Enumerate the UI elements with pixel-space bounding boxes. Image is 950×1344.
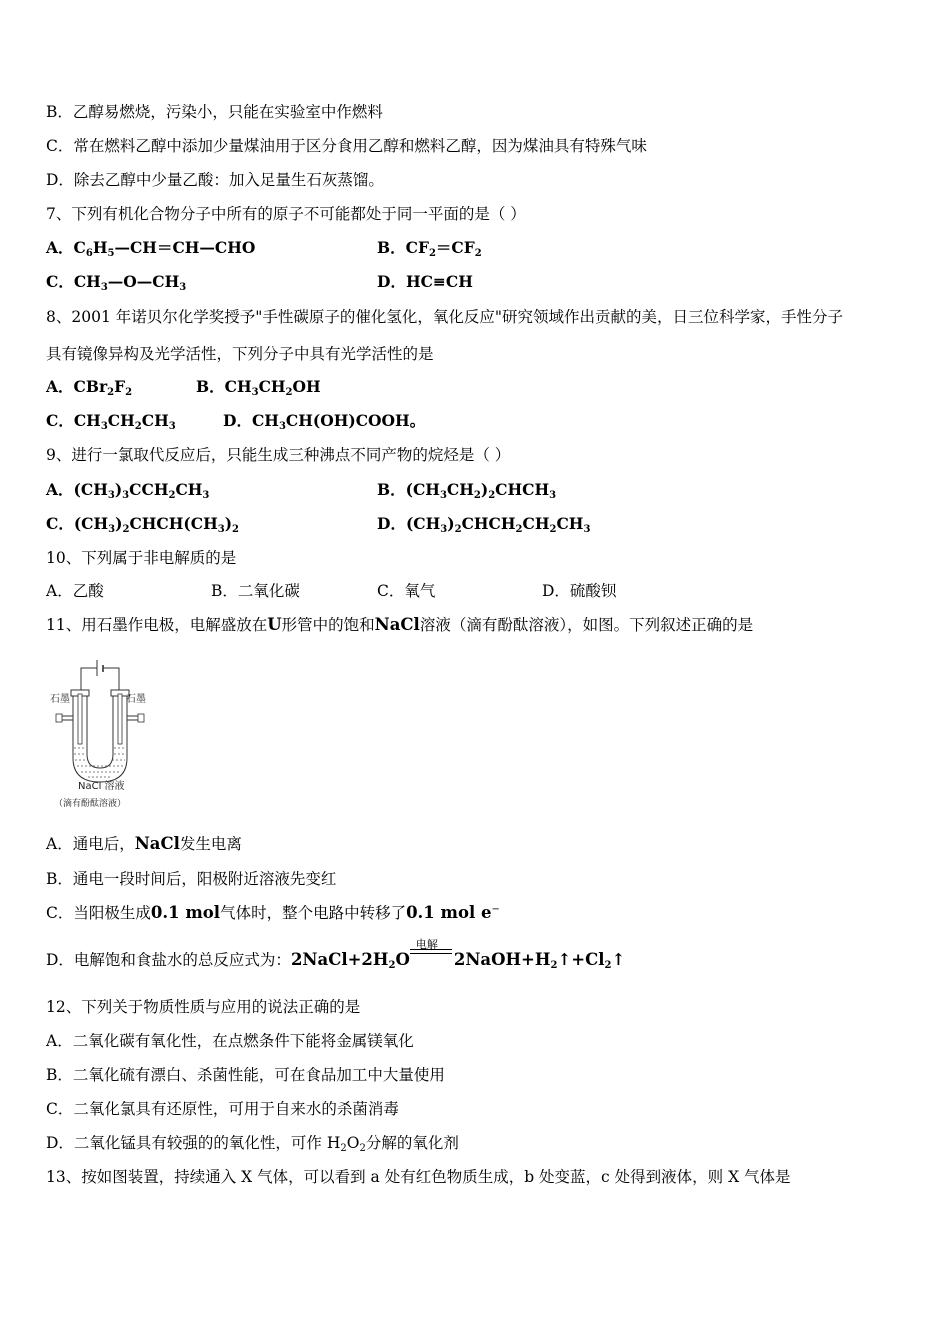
q12-option-c: C．二氧化氯具有还原性，可用于自来水的杀菌消毒 — [46, 1100, 399, 1118]
option-b-q6: B．乙醇易燃烧，污染小，只能在实验室中作燃料 — [46, 103, 383, 121]
option-c-q6: C．常在燃料乙醇中添加少量煤油用于区分食用乙醇和燃料乙醇，因为煤油具有特殊气味 — [46, 137, 647, 155]
q9-option-a: A．$(CH_3)_3CCH_2CH_3$ — [46, 480, 210, 501]
question-10: 10、下列属于非电解质的是 — [46, 549, 237, 567]
q7-option-d: D．HC≡CH — [377, 272, 473, 291]
q9-option-d: D．$(CH_3)_2CHCH_2CH_2CH_3$ — [377, 514, 591, 535]
question-7: 7、下列有机化合物分子中所有的原子不可能都处于同一平面的是（ ） — [46, 205, 526, 223]
q12-option-a: A．二氧化碳有氧化性，在点燃条件下能将金属镁氧化 — [46, 1032, 414, 1050]
question-8-line-1: 8、2001 年诺贝尔化学奖授予"手性碳原子的催化氢化，氧化反应"研究领域作出贡献的美，日三位科学家，手性分子 — [46, 308, 843, 326]
question-13: 13、按如图装置，持续通入 X 气体，可以看到 a 处有红色物质生成，b 处变蓝，c 处得到液体，则 X 气体是 — [46, 1168, 791, 1186]
q7-option-a: A．$C_6H_5—CH=CH—CHO$ — [46, 238, 256, 259]
question-9: 9、进行一氯取代反应后，只能生成三种沸点不同产物的烷烃是（ ） — [46, 446, 511, 464]
q7-option-c: C．$CH_3—O—CH_3$ — [46, 272, 187, 293]
q8-option-b: B．$CH_3CH_2OH$ — [196, 377, 321, 398]
q10-option-d: D．硫酸钡 — [542, 582, 617, 600]
q11-option-b: B．通电一段时间后，阳极附近溶液先变红 — [46, 870, 337, 888]
q11-option-a: A．通电后，NaCl发生电离 — [46, 834, 242, 853]
q8-option-a: A．$CBr_2F_2$ — [46, 377, 133, 398]
question-11: 11、用石墨作电极，电解盛放在U形管中的饱和NaCl溶液（滴有酚酞溶液），如图。下列叙述正确的是 — [46, 615, 754, 634]
question-12: 12、下列关于物质性质与应用的说法正确的是 — [46, 998, 361, 1016]
q7-option-b: B．$CF_2=CF_2$ — [377, 238, 482, 259]
q10-option-c: C．氧气 — [377, 582, 436, 600]
q8-option-c: C．$CH_3CH_2CH_3$ — [46, 411, 176, 432]
u-tube-diagram — [46, 656, 166, 816]
electrolysis-condition: 电解 — [410, 951, 454, 971]
q11-option-c: C．当阳极生成0.1 mol气体时，整个电路中转移了0.1 mol e− — [46, 903, 500, 922]
q8-option-d: D．$CH_3CH(OH)COOH$。 — [223, 411, 426, 432]
graphite-label-left: 石墨 — [50, 694, 70, 705]
q9-option-c: C．$(CH_3)_2CHCH(CH_3)_2$ — [46, 514, 240, 535]
solution-note: （滴有酚酞溶液） — [54, 799, 127, 809]
q11-option-d: D．电解饱和食盐水的总反应式为：$2NaCl+2H_2O$ 电解 $2NaOH+H_2↑+Cl_2↑$ — [46, 938, 626, 971]
q12-option-b: B．二氧化硫有漂白、杀菌性能，可在食品加工中大量使用 — [46, 1066, 445, 1084]
q10-option-b: B．二氧化碳 — [211, 582, 300, 600]
q9-option-b: B．$(CH_3CH_2)_2CHCH_3$ — [377, 480, 557, 501]
option-d-q6: D．除去乙醇中少量乙酸：加入足量生石灰蒸馏。 — [46, 171, 384, 189]
graphite-label-right: 石墨 — [126, 694, 146, 705]
q10-option-a: A．乙酸 — [46, 582, 104, 600]
q12-option-d: D．二氧化锰具有较强的的氧化性，可作 $H_2O_2$分解的氧化剂 — [46, 1134, 459, 1154]
question-8-line-2: 具有镜像异构及光学活性，下列分子中具有光学活性的是 — [46, 345, 434, 363]
solution-label: NaCl 溶液 — [78, 781, 125, 792]
electrolysis-u-tube-figure — [46, 656, 166, 816]
